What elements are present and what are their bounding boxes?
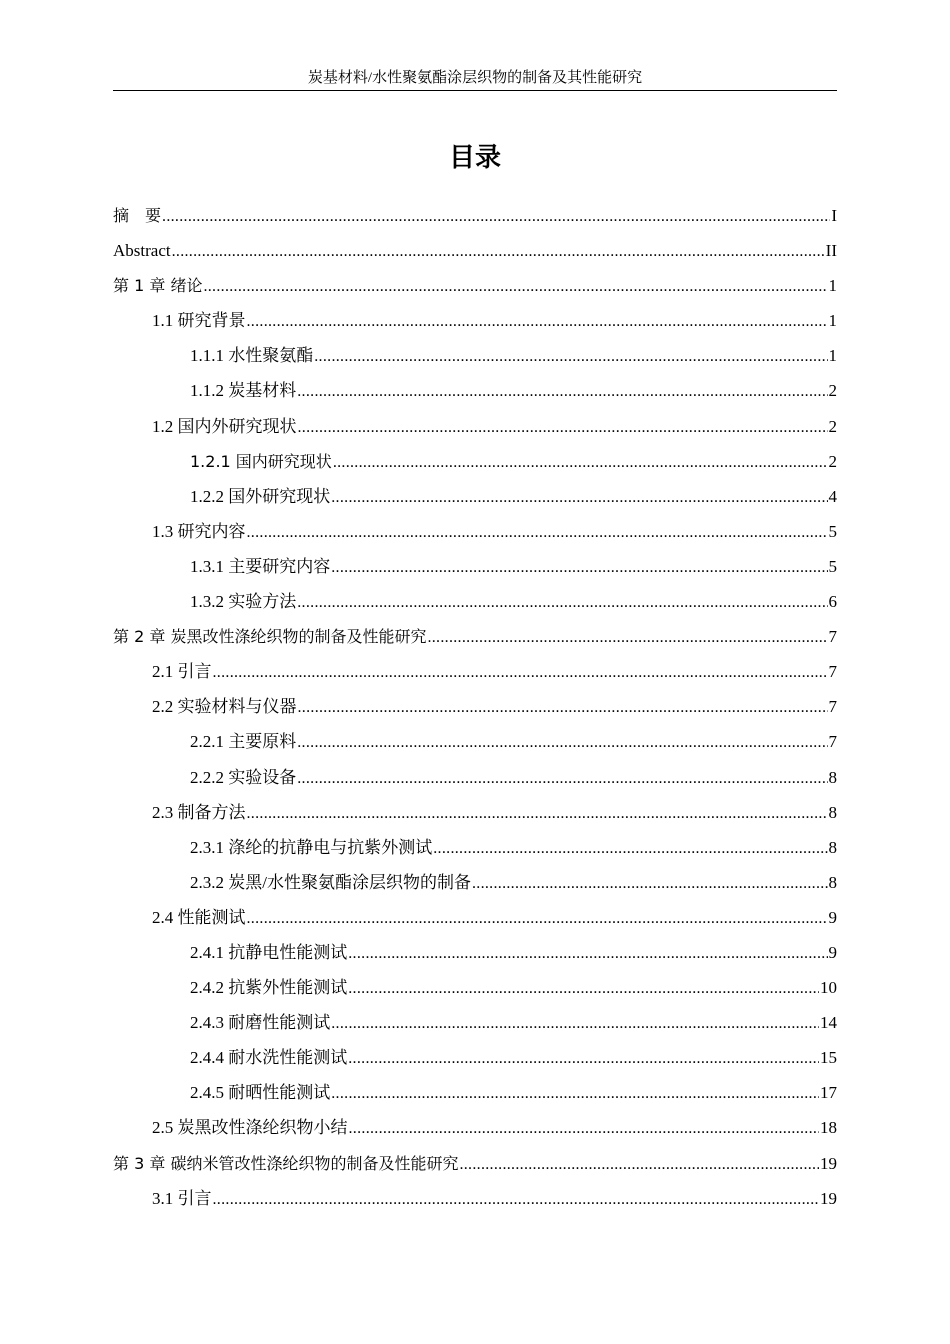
toc-entry-label: 第 3 章 碳纳米管改性涤纶织物的制备及性能研究 (113, 1153, 459, 1173)
toc-entry-label: 2.2.1 主要原料 (190, 732, 297, 752)
dot-leader (314, 338, 827, 374)
toc-entry-label: 2.4.3 耐磨性能测试 (190, 1013, 331, 1033)
toc-entry-page: 1 (828, 311, 837, 331)
toc-entry-page: 10 (820, 978, 837, 998)
toc-entry-page: 18 (820, 1118, 837, 1138)
toc-entry-page: 15 (820, 1048, 837, 1068)
toc-entry[interactable] (113, 830, 837, 865)
dot-leader (247, 303, 828, 339)
dot-leader (331, 479, 827, 515)
toc-entry-label: 1.1.1 水性聚氨酯 (190, 346, 314, 366)
dot-leader (162, 198, 830, 234)
table-of-contents (113, 198, 837, 1216)
toc-entry-page: 5 (828, 521, 837, 541)
toc-entry-label: 2.4.2 抗紫外性能测试 (190, 978, 348, 998)
toc-entry[interactable] (113, 303, 837, 338)
toc-entry[interactable] (113, 268, 837, 303)
toc-entry-label: 1.2 国内外研究现状 (152, 416, 297, 436)
dot-leader (348, 935, 827, 971)
toc-entry-page: 6 (828, 592, 837, 612)
toc-entry-page: 2 (828, 451, 837, 471)
dot-leader (331, 1075, 819, 1111)
toc-entry-label: 2.4.4 耐水洗性能测试 (190, 1048, 348, 1068)
toc-entry-label: 3.1 引言 (152, 1188, 212, 1208)
toc-entry[interactable] (113, 514, 837, 549)
toc-entry-label: 1.3 研究内容 (152, 521, 246, 541)
toc-entry-label: 1.1.2 炭基材料 (190, 381, 297, 401)
toc-entry[interactable] (113, 584, 837, 619)
toc-entry-label: 2.4.5 耐晒性能测试 (190, 1083, 331, 1103)
toc-entry-label: 2.3 制备方法 (152, 802, 246, 822)
toc-entry-page: 17 (820, 1083, 837, 1103)
toc-entry-page: 8 (828, 802, 837, 822)
toc-entry-label: 1.1 研究背景 (152, 311, 246, 331)
dot-leader (247, 514, 828, 550)
toc-entry-page: 1 (828, 276, 837, 296)
toc-entry-page: 9 (828, 907, 837, 927)
toc-entry-page: II (825, 241, 837, 261)
dot-leader (348, 970, 819, 1006)
running-header: 炭基材料/水性聚氨酯涂层织物的制备及其性能研究 (307, 70, 643, 86)
toc-entry-label: 第 1 章 绪论 (113, 276, 203, 296)
toc-entry[interactable] (113, 409, 837, 444)
dot-leader (172, 233, 825, 269)
toc-entry-page: 8 (828, 872, 837, 892)
toc-entry-page: 9 (828, 942, 837, 962)
toc-entry-page: 4 (828, 486, 837, 506)
toc-entry-label: 1.2.2 国外研究现状 (190, 486, 331, 506)
toc-entry-label: 2.3.1 涤纶的抗静电与抗紫外测试 (190, 837, 433, 857)
dot-leader (298, 689, 828, 725)
dot-leader (213, 654, 828, 690)
toc-entry[interactable] (113, 1110, 837, 1145)
toc-entry-label: 2.4 性能测试 (152, 907, 246, 927)
dot-leader (213, 1181, 820, 1217)
toc-entry-page: 7 (828, 697, 837, 717)
dot-leader (333, 444, 828, 480)
dot-leader (203, 268, 827, 304)
dot-leader (297, 760, 827, 796)
toc-entry[interactable] (113, 1075, 837, 1110)
toc-entry[interactable] (113, 1005, 837, 1040)
toc-entry-page: 19 (820, 1188, 837, 1208)
toc-entry[interactable] (113, 1040, 837, 1075)
dot-leader (297, 584, 827, 620)
toc-entry[interactable] (113, 689, 837, 724)
toc-entry[interactable] (113, 444, 837, 479)
toc-entry[interactable] (113, 338, 837, 373)
toc-entry-page: 19 (820, 1153, 837, 1173)
toc-entry[interactable] (113, 233, 837, 268)
toc-entry-label: 2.3.2 炭黑/水性聚氨酯涂层织物的制备 (190, 872, 471, 892)
toc-title: 目录 (448, 143, 501, 173)
dot-leader (247, 795, 828, 831)
toc-entry[interactable] (113, 198, 837, 233)
toc-entry-label: 2.1 引言 (152, 662, 212, 682)
toc-entry-page: 2 (828, 381, 837, 401)
toc-entry-label: 1.3.1 主要研究内容 (190, 556, 331, 576)
toc-entry[interactable] (113, 760, 837, 795)
toc-entry[interactable] (113, 724, 837, 759)
header-rule (113, 90, 837, 91)
dot-leader (298, 409, 828, 445)
toc-entry-page: 7 (828, 627, 837, 647)
dot-leader (349, 1110, 820, 1146)
toc-entry[interactable] (113, 1181, 837, 1216)
dot-leader (331, 549, 827, 585)
toc-entry[interactable] (113, 970, 837, 1005)
toc-entry-page: 1 (828, 346, 837, 366)
dot-leader (247, 900, 828, 936)
toc-entry-label: Abstract (113, 241, 171, 261)
toc-entry[interactable] (113, 373, 837, 408)
toc-entry-label: 2.5 炭黑改性涤纶织物小结 (152, 1118, 348, 1138)
toc-entry-label: 1.2.1 国内研究现状 (190, 451, 332, 471)
dot-leader (459, 1146, 819, 1182)
toc-entry-page: 7 (828, 662, 837, 682)
toc-entry-label: 1.3.2 实验方法 (190, 592, 297, 612)
toc-entry-page: 8 (828, 837, 837, 857)
dot-leader (427, 619, 827, 655)
toc-entry[interactable] (113, 1146, 837, 1181)
toc-entry[interactable] (113, 654, 837, 689)
toc-entry-page: 5 (828, 556, 837, 576)
toc-entry-label: 2.4.1 抗静电性能测试 (190, 942, 348, 962)
toc-entry-page: 7 (828, 732, 837, 752)
toc-entry-label: 2.2.2 实验设备 (190, 767, 297, 787)
toc-entry[interactable] (113, 795, 837, 830)
dot-leader (297, 724, 827, 760)
toc-entry-label: 摘 要 (113, 206, 162, 225)
toc-entry[interactable] (113, 935, 837, 970)
dot-leader (297, 373, 827, 409)
toc-entry-page: 8 (828, 767, 837, 787)
dot-leader (472, 865, 828, 901)
toc-entry-label: 第 2 章 炭黑改性涤纶织物的制备及性能研究 (113, 627, 427, 647)
toc-entry[interactable] (113, 900, 837, 935)
toc-entry-label: 2.2 实验材料与仪器 (152, 697, 297, 717)
toc-entry-page: I (831, 206, 837, 225)
dot-leader (348, 1040, 819, 1076)
toc-entry[interactable] (113, 619, 837, 654)
dot-leader (433, 830, 827, 866)
toc-entry[interactable] (113, 479, 837, 514)
toc-entry[interactable] (113, 549, 837, 584)
toc-entry-page: 2 (828, 416, 837, 436)
toc-entry-page: 14 (820, 1013, 837, 1033)
toc-entry[interactable] (113, 865, 837, 900)
dot-leader (331, 1005, 819, 1041)
